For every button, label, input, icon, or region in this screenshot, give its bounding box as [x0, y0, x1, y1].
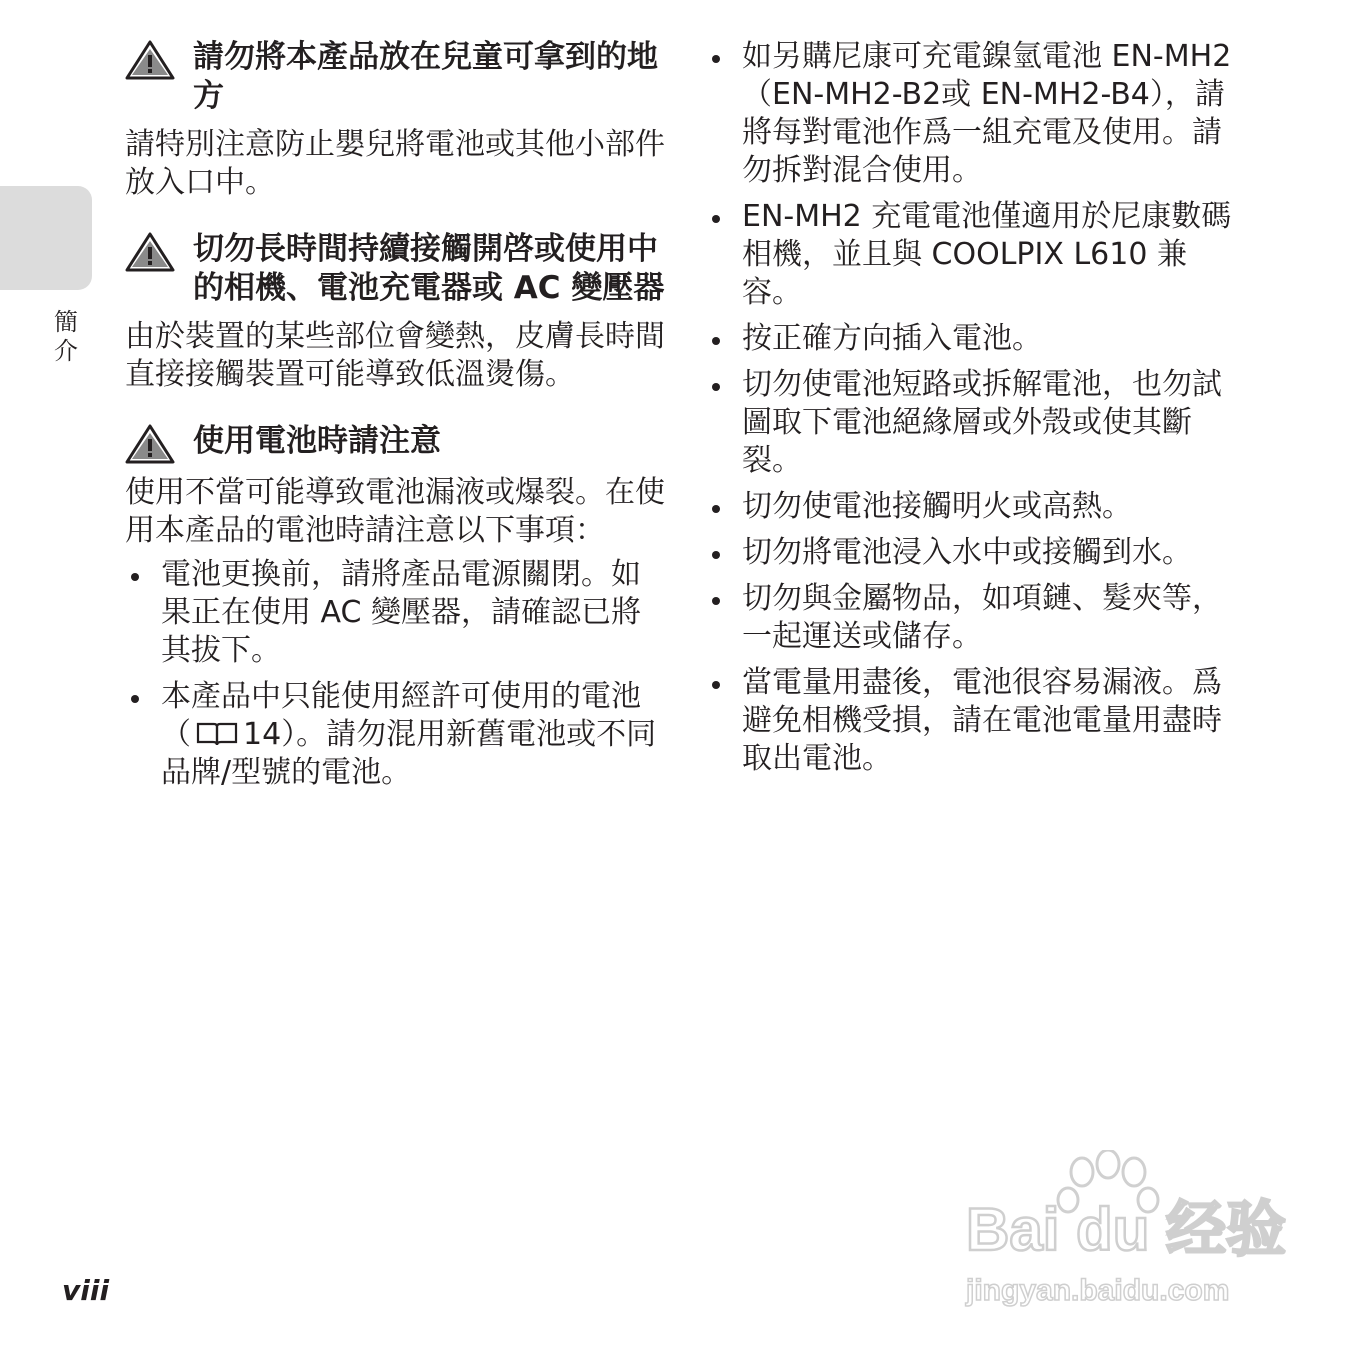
warning-section-heat — [125, 230, 665, 394]
battery-precautions-list — [125, 556, 665, 792]
list-item: 切勿與金屬物品，如項鏈、髮夾等，一起運送或儲存。 — [706, 580, 1246, 656]
warning-title: 請勿將本產品放在兒童可拿到的地方 — [193, 39, 658, 114]
warning-section-children — [125, 38, 665, 202]
section-tab-char: 介 — [54, 337, 78, 365]
list-item: 按正確方向插入電池。 — [706, 320, 1246, 358]
page-reference: 14 — [243, 717, 282, 752]
warning-heading — [125, 38, 665, 116]
battery-notes-list — [706, 38, 1246, 778]
warning-title: 使用電池時請注意 — [193, 423, 441, 459]
list-item: 切勿將電池浸入水中或接觸到水。 — [706, 534, 1246, 572]
watermark-url: jingyan.baidu.com — [966, 1274, 1230, 1307]
warning-section-battery — [125, 422, 665, 792]
section-tab-char: 簡 — [54, 308, 78, 336]
list-item-text: ）。請勿混用新舊電池或不同品牌/型號的電池。 — [161, 717, 657, 790]
right-column — [706, 38, 1246, 786]
section-tab — [0, 186, 92, 290]
list-item — [125, 678, 665, 792]
warning-triangle-icon — [125, 424, 175, 464]
warning-body: 使用不當可能導致電池漏液或爆裂。在使用本產品的電池時請注意以下事項： — [125, 475, 665, 548]
watermark-brand: Bai du 经验 — [966, 1196, 1287, 1263]
baidu-watermark — [960, 1150, 1290, 1320]
warning-title: 切勿長時間持續接觸開啓或使用中的相機、電池充電器或 AC 變壓器 — [193, 231, 665, 306]
warning-heading — [125, 230, 665, 308]
list-item: 如另購尼康可充電鎳氫電池 EN-MH2 （EN-MH2-B2或 EN-MH2-B4），請將每對電池作爲一組充電及使用。請勿拆對混合使用。 — [706, 38, 1246, 190]
warning-body: 請特別注意防止嬰兒將電池或其他小部件放入口中。 — [125, 127, 665, 200]
warning-heading — [125, 422, 665, 464]
section-tab-label — [50, 308, 82, 366]
list-item-text: 本產品中只能使用經許可使用的電池 （ — [161, 679, 641, 752]
warning-triangle-icon — [125, 40, 175, 80]
book-reference-icon — [195, 721, 239, 747]
list-item: 電池更換前，請將產品電源關閉。如果正在使用 AC 變壓器，請確認已將其拔下。 — [125, 556, 665, 670]
page-number: viii — [62, 1274, 110, 1307]
warning-body: 由於裝置的某些部位會變熱，皮膚長時間直接接觸裝置可能導致低溫燙傷。 — [125, 319, 665, 392]
list-item: EN-MH2 充電電池僅適用於尼康數碼相機，並且與 COOLPIX L610 兼容。 — [706, 198, 1246, 312]
list-item: 切勿使電池接觸明火或高熱。 — [706, 488, 1246, 526]
warning-triangle-icon — [125, 232, 175, 272]
left-column — [125, 38, 665, 820]
list-item: 切勿使電池短路或拆解電池，也勿試圖取下電池絕緣層或外殼或使其斷裂。 — [706, 366, 1246, 480]
list-item: 當電量用盡後，電池很容易漏液。爲避免相機受損，請在電池電量用盡時取出電池。 — [706, 664, 1246, 778]
